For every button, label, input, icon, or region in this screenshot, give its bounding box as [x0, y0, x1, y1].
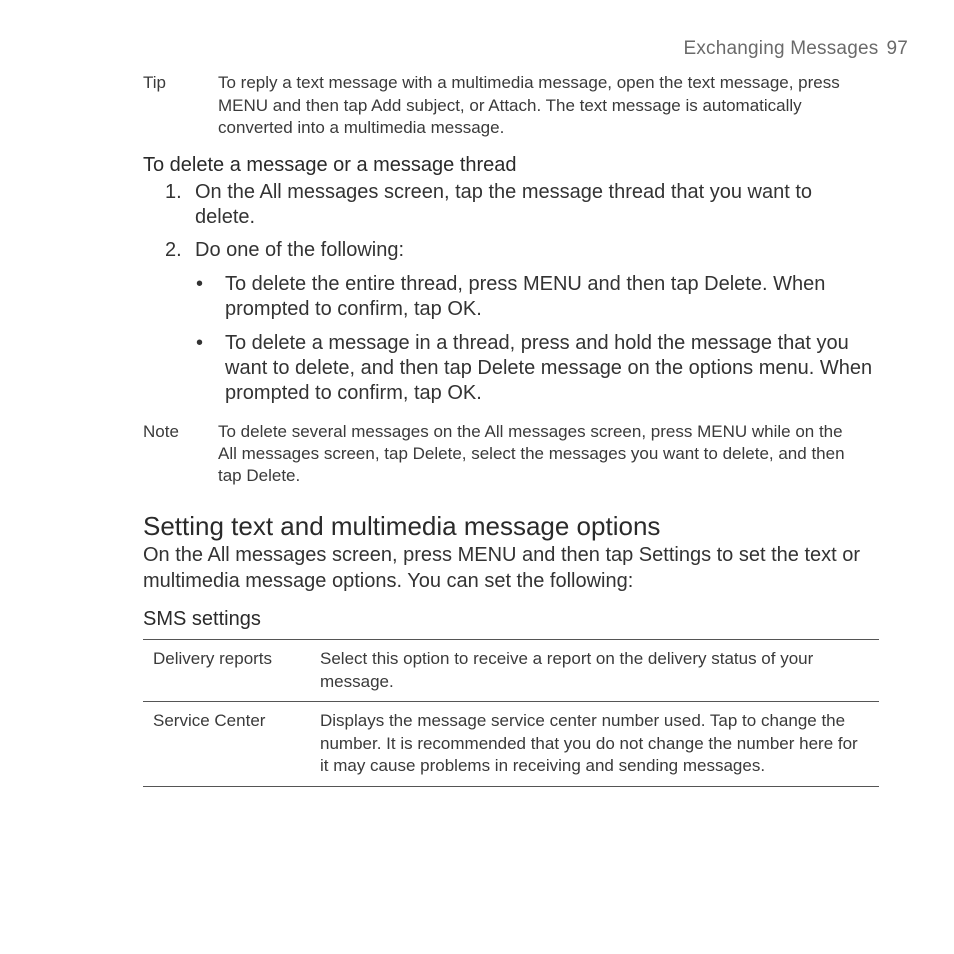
page-number: 97	[886, 38, 908, 59]
step-item	[143, 238, 873, 263]
setting-description: Select this option to receive a report on the delivery status of your message.	[320, 649, 814, 691]
note-text: To delete several messages on the All messages screen, press MENU while on the All messages screen, tap Delete, select the messages you want to delete, and then tap Delete.	[218, 422, 845, 485]
step-item	[143, 180, 873, 230]
step-number: 2.	[165, 239, 182, 261]
delete-heading: To delete a message or a message thread	[143, 154, 517, 176]
note-label: Note	[143, 422, 179, 441]
step-number: 1.	[165, 181, 182, 203]
page-header	[683, 38, 908, 60]
step-text: Do one of the following:	[195, 239, 405, 261]
setting-name: Service Center	[153, 711, 266, 730]
step-text: On the All messages screen, tap the message thread that you want to delete.	[195, 181, 813, 228]
sms-settings-table	[143, 639, 879, 787]
sms-settings-title: SMS settings	[143, 608, 261, 630]
bullet-dot: •	[196, 273, 204, 295]
setting-name: Delivery reports	[153, 649, 273, 668]
section-title: Setting text and multimedia message options	[143, 511, 661, 541]
bullet-dot: •	[196, 332, 204, 354]
delete-steps	[143, 180, 873, 415]
table-row	[143, 640, 879, 702]
note-block	[143, 421, 863, 487]
bullet-text: To delete a message in a thread, press and hold the message that you want to delete, and then tap Delete message on the options menu. When prompted to confirm, tap OK.	[225, 332, 873, 404]
tip-text: To reply a text message with a multimedia message, open the text message, press MENU and then tap Add subject, or Attach. The text message is automatically converted into a multimedia message.	[218, 73, 840, 137]
section-intro: On the All messages screen, press MENU and then tap Settings to set the text or multimedia message options. You can set the following:	[143, 544, 861, 592]
header-section-title: Exchanging Messages	[683, 38, 879, 59]
bullet-item	[143, 331, 873, 406]
bullet-text: To delete the entire thread, press MENU and then tap Delete. When prompted to confirm, tap OK.	[225, 273, 826, 320]
setting-description: Displays the message service center number used. Tap to change the number. It is recommended that you do not change the number here for it may cause problems in receiving and sending messages.	[320, 711, 858, 775]
table-row	[143, 702, 879, 787]
tip-label: Tip	[143, 73, 166, 92]
tip-block	[143, 72, 863, 140]
bullet-list	[143, 272, 873, 406]
bullet-item	[143, 272, 873, 322]
